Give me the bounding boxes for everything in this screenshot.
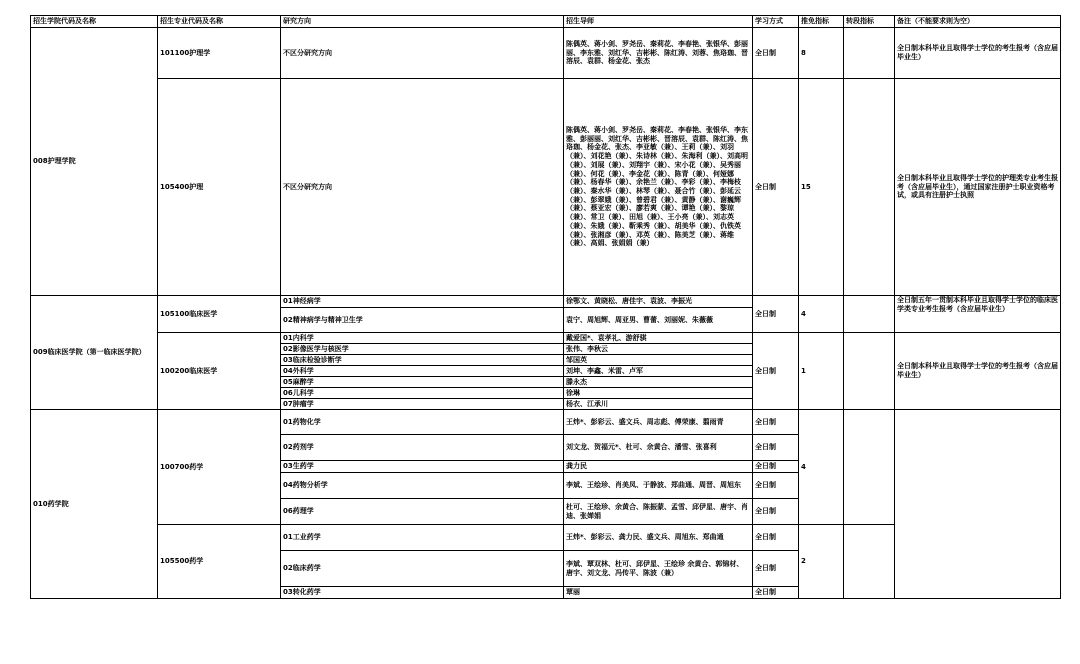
tutors-cell: 徐鄂文、黄晓松、唐佳宇、袁波、李振光 [564, 296, 753, 308]
header-college: 招生学院代码及名称 [31, 16, 158, 28]
direction-cell: 02影像医学与核医学 [281, 344, 564, 355]
tutors-cell: 戴爱国*、袁孝礼、游舒骐 [564, 333, 753, 344]
note-cell [895, 410, 1061, 599]
quota-cell: 4 [799, 296, 844, 333]
mode-cell: 全日制 [753, 473, 799, 499]
mode-cell: 全日制 [753, 79, 799, 296]
header-row [31, 16, 1061, 28]
quota-cell: 1 [799, 333, 844, 410]
tutors-cell: 滕永杰 [564, 377, 753, 388]
quota-cell: 2 [799, 525, 844, 599]
major-cell: 101100护理学 [158, 28, 281, 79]
tutors-cell: 刘文龙、贺福元*、杜可、余黄合、潘雪、张喜利 [564, 435, 753, 461]
direction-cell: 03生药学 [281, 461, 564, 473]
tutors-cell: 杜可、王绘珍、余黄合、陈振蒙、孟雪、邱伊星、唐宇、肖迪、张婵娟 [564, 499, 753, 525]
direction-cell: 01工业药学 [281, 525, 564, 551]
direction-cell: 05麻醉学 [281, 377, 564, 388]
direction-cell: 03临床检验诊断学 [281, 355, 564, 366]
quota-cell: 8 [799, 28, 844, 79]
transfer-cell [844, 410, 895, 525]
tutors-cell: 王炜*、彭彩云、盛文兵、周志彪、傅荣康、翦雨青 [564, 410, 753, 435]
college-cell: 008护理学院 [31, 28, 158, 296]
mode-cell: 全日制 [753, 435, 799, 461]
mode-cell: 全日制 [753, 333, 799, 410]
mode-cell: 全日制 [753, 296, 799, 333]
major-cell: 100700药学 [158, 410, 281, 525]
note-cell: 全日制本科毕业且取得学士学位的考生报考（含应届毕业生） [895, 28, 1061, 79]
tutors-cell: 陈偶英、蒋小剑、罗尧岳、秦莉花、李春艳、张银华、李东雅、彭丽丽、刘红华、吉彬彬、晋溶辰、袁群、陈红涛、焦珞珈、杨金花、张杰、李亚敏（兼）、王莉（兼）、刘羽（兼）、刘花艳（兼）、朱诗林（兼）、朱海利（兼）、刘高明（兼）、刘展（兼）、刘翔宇（兼）、宋小花（兼）、吴秀丽（兼）、何花（兼）、李金花（兼）、陈青（兼）、何娅娜（兼）、杨春华（兼）、余艳兰（兼）、李彩（兼）、李梅枝（兼）、秦水华（兼）、林琴（兼）、聂合竹（兼）、彭延云（兼）、彭翠娥（兼）、曾碧君（兼）、黄静（兼）、谢巍辉（兼）、蔡亚宏（兼）、廖若爽（兼）、谭艳（兼）、黎琼（兼）、常卫（兼）、田旭（兼）、王小亮（兼）、刘志英（兼）、朱娥（兼）、靳乘秀（兼）、胡美华（兼）、仇铁英（兼）、张湘彦（兼）、邓英（兼）、陈美芝（兼）、蒋维（兼）、高娟、张娟娟（兼） [564, 79, 753, 296]
header-tutors: 招生导师 [564, 16, 753, 28]
mode-cell: 全日制 [753, 28, 799, 79]
college-cell: 009临床医学院（第一临床医学院） [31, 296, 158, 410]
enrollment-table [30, 15, 1061, 599]
major-cell: 105500药学 [158, 525, 281, 599]
mode-cell: 全日制 [753, 410, 799, 435]
mode-cell: 全日制 [753, 525, 799, 551]
direction-cell: 02精神病学与精神卫生学 [281, 308, 564, 333]
direction-cell: 不区分研究方向 [281, 28, 564, 79]
header-mode: 学习方式 [753, 16, 799, 28]
table-row [31, 410, 1061, 435]
tutors-cell: 袁宁、周旭辉、周亚男、曹蕾、刘丽妮、朱薇薇 [564, 308, 753, 333]
direction-cell: 01神经病学 [281, 296, 564, 308]
mode-cell: 全日制 [753, 461, 799, 473]
tutors-cell: 龚力民 [564, 461, 753, 473]
mode-cell: 全日制 [753, 499, 799, 525]
header-transfer: 转段指标 [844, 16, 895, 28]
tutors-cell: 李斌、王绘珍、肖美凤、于静波、郑曲通、周晋、周旭东 [564, 473, 753, 499]
direction-cell: 03转化药学 [281, 587, 564, 599]
transfer-cell [844, 79, 895, 296]
table-row [31, 79, 1061, 296]
direction-cell: 04药物分析学 [281, 473, 564, 499]
tutors-cell: 邹国英 [564, 355, 753, 366]
table-row [31, 28, 1061, 79]
header-direction: 研究方向 [281, 16, 564, 28]
direction-cell: 04外科学 [281, 366, 564, 377]
transfer-cell [844, 525, 895, 599]
major-cell: 105100临床医学 [158, 296, 281, 333]
mode-cell: 全日制 [753, 587, 799, 599]
transfer-cell [844, 296, 895, 333]
transfer-cell [844, 333, 895, 410]
quota-cell: 4 [799, 410, 844, 525]
mode-cell: 全日制 [753, 551, 799, 587]
table-row [31, 333, 1061, 344]
direction-cell: 06药理学 [281, 499, 564, 525]
direction-cell: 07肿瘤学 [281, 399, 564, 410]
tutors-cell: 刘坤、李鑫、米雷、卢军 [564, 366, 753, 377]
header-note: 备注（不能要求则为空） [895, 16, 1061, 28]
header-quota: 推免指标 [799, 16, 844, 28]
major-cell: 100200临床医学 [158, 333, 281, 410]
direction-cell: 02临床药学 [281, 551, 564, 587]
tutors-cell: 杨衣、江承川 [564, 399, 753, 410]
tutors-cell: 王炜*、彭彩云、龚力民、盛文兵、周旭东、郑曲通 [564, 525, 753, 551]
direction-cell: 不区分研究方向 [281, 79, 564, 296]
direction-cell: 06儿科学 [281, 388, 564, 399]
quota-cell: 15 [799, 79, 844, 296]
table-row [31, 296, 1061, 308]
tutors-cell: 陈偶英、蒋小剑、罗尧岳、秦莉花、李春艳、张银华、彭丽丽、李东雅、刘红华、吉彬彬、陈红涛、刘蓉、焦珞珈、晋溶辰、袁群、杨金花、张杰 [564, 28, 753, 79]
note-cell: 全日制本科毕业且取得学士学位的护理类专业考生报考（含应届毕业生），通过国家注册护士职业资格考试，或具有注册护士执照 [895, 79, 1061, 296]
note-cell: 全日制本科毕业且取得学士学位的考生报考（含应届毕业生） [895, 333, 1061, 410]
tutors-cell: 覃丽 [564, 587, 753, 599]
direction-cell: 02药剂学 [281, 435, 564, 461]
tutors-cell: 徐琳 [564, 388, 753, 399]
major-cell: 105400护理 [158, 79, 281, 296]
college-cell: 010药学院 [31, 410, 158, 599]
header-major: 招生专业代码及名称 [158, 16, 281, 28]
transfer-cell [844, 28, 895, 79]
direction-cell: 01内科学 [281, 333, 564, 344]
tutors-cell: 张伟、李秋云 [564, 344, 753, 355]
direction-cell: 01药物化学 [281, 410, 564, 435]
note-cell: 全日制五年一贯制本科毕业且取得学士学位的临床医学类专业考生报考（含应届毕业生） [895, 296, 1061, 333]
tutors-cell: 李斌、覃双林、杜可、邱伊星、王绘珍 余黄合、郭锦材、唐宇、刘文龙、冯传平、陈波（兼） [564, 551, 753, 587]
